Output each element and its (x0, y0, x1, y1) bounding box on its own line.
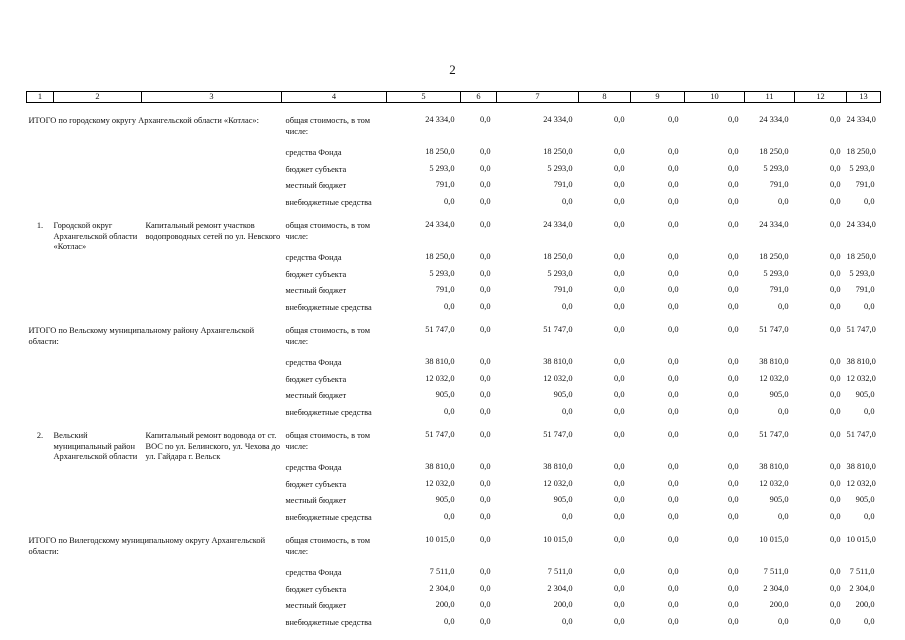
value-cell: 0,0 (614, 268, 625, 278)
funding-source-label: средства Фонда (285, 463, 342, 472)
value-cell: 0,0 (830, 147, 841, 156)
value-cell: 0,0 (830, 462, 841, 471)
value-cell: 0,0 (614, 180, 625, 189)
value-cell: 0,0 (480, 495, 491, 504)
value-cell: 0,0 (778, 616, 789, 626)
value-cell: 12 032,0 (846, 373, 876, 383)
value-cell: 0,0 (728, 390, 739, 399)
value-cell: 18 250,0 (846, 147, 876, 156)
column-number: 12 (795, 92, 847, 103)
value-cell: 24 334,0 (425, 220, 455, 229)
item-number: 2. (36, 431, 44, 440)
funding-source-label: местный бюджет (285, 181, 347, 190)
item-row (27, 220, 881, 252)
value-cell: 0,0 (614, 535, 625, 544)
value-cell: 0,0 (830, 406, 841, 416)
value-cell: 0,0 (614, 373, 625, 383)
item-row (27, 430, 881, 462)
value-cell: 38 810,0 (846, 357, 876, 366)
value-cell: 0,0 (668, 115, 679, 124)
value-cell: 38 810,0 (759, 357, 789, 366)
value-cell: 0,0 (864, 196, 875, 206)
value-cell: 0,0 (562, 406, 573, 416)
value-cell: 0,0 (614, 406, 625, 416)
value-cell: 0,0 (668, 616, 679, 626)
value-cell: 0,0 (668, 147, 679, 156)
value-cell: 0,0 (668, 430, 679, 439)
value-cell: 0,0 (864, 406, 875, 416)
value-cell: 0,0 (480, 357, 491, 366)
value-cell: 0,0 (480, 285, 491, 294)
value-cell: 0,0 (728, 430, 739, 439)
value-cell: 2 304,0 (849, 583, 875, 593)
value-cell: 0,0 (480, 163, 491, 173)
page-number: 2 (449, 62, 456, 77)
column-number: 3 (142, 92, 282, 103)
value-cell: 905,0 (769, 390, 789, 399)
value-cell: 0,0 (728, 196, 739, 206)
funding-source-label: бюджет субъекта (285, 374, 347, 384)
value-cell: 0,0 (614, 478, 625, 488)
funding-source-label: местный бюджет (285, 286, 347, 295)
value-cell: 10 015,0 (425, 535, 455, 544)
value-cell: 18 250,0 (759, 252, 789, 261)
total-row (27, 325, 881, 357)
value-cell: 0,0 (480, 535, 491, 544)
funding-source-label: бюджет субъекта (285, 584, 347, 594)
funding-table (26, 91, 881, 633)
value-cell: 0,0 (668, 478, 679, 488)
value-cell: 0,0 (728, 616, 739, 626)
total-title: ИТОГО по Вельскому муниципальному району Архангельской области: (28, 326, 255, 346)
value-cell: 51 747,0 (759, 430, 789, 439)
value-cell: 51 747,0 (543, 430, 573, 439)
value-cell: 0,0 (480, 462, 491, 471)
value-cell: 0,0 (562, 511, 573, 521)
value-cell: 0,0 (830, 285, 841, 294)
item-number: 1. (36, 221, 44, 230)
value-cell: 12 032,0 (425, 373, 455, 383)
value-cell: 0,0 (480, 325, 491, 334)
value-cell: 12 032,0 (425, 478, 455, 488)
value-cell: 0,0 (614, 301, 625, 311)
value-cell: 0,0 (668, 163, 679, 173)
value-cell: 0,0 (830, 252, 841, 261)
value-cell: 0,0 (728, 478, 739, 488)
column-number: 2 (54, 92, 142, 103)
column-number: 7 (497, 92, 579, 103)
value-cell: 0,0 (444, 511, 455, 521)
municipality-name: Городской округ Архангельской области «Котлас» (53, 221, 138, 251)
funding-source-label: общая стоимость, в том числе: (285, 326, 371, 346)
column-number-row (27, 92, 881, 103)
value-cell: 905,0 (435, 390, 455, 399)
value-cell: 0,0 (830, 583, 841, 593)
value-cell: 0,0 (668, 600, 679, 609)
total-title: ИТОГО по Вилегодскому муниципальному округу Архангельской области: (28, 536, 266, 556)
value-cell: 10 015,0 (846, 535, 876, 544)
value-cell: 0,0 (864, 511, 875, 521)
value-cell: 51 747,0 (759, 325, 789, 334)
value-cell: 0,0 (614, 462, 625, 471)
value-cell: 0,0 (480, 373, 491, 383)
value-cell: 0,0 (728, 252, 739, 261)
value-cell: 905,0 (855, 495, 875, 504)
object-name: Капитальный ремонт участков водопроводных сетей по ул. Невского (145, 221, 281, 241)
value-cell: 5 293,0 (429, 268, 455, 278)
value-cell: 0,0 (480, 301, 491, 311)
value-cell: 5 293,0 (429, 163, 455, 173)
value-cell: 791,0 (855, 285, 875, 294)
value-cell: 0,0 (668, 406, 679, 416)
municipality-name: Вельский муниципальный район Архангельской области (53, 431, 138, 461)
value-cell: 0,0 (864, 301, 875, 311)
value-cell: 18 250,0 (543, 147, 573, 156)
funding-source-label: общая стоимость, в том числе: (285, 116, 371, 136)
value-cell: 0,0 (480, 583, 491, 593)
value-cell: 0,0 (668, 390, 679, 399)
value-cell: 5 293,0 (763, 163, 789, 173)
funding-source-label: средства Фонда (285, 253, 342, 262)
value-cell: 0,0 (668, 535, 679, 544)
value-cell: 0,0 (830, 535, 841, 544)
value-cell: 0,0 (668, 567, 679, 576)
value-cell: 0,0 (480, 268, 491, 278)
value-cell: 18 250,0 (759, 147, 789, 156)
value-cell: 0,0 (728, 535, 739, 544)
value-cell: 2 304,0 (429, 583, 455, 593)
funding-source-label: внебюджетные средства (285, 512, 372, 522)
value-cell: 0,0 (444, 616, 455, 626)
value-cell: 0,0 (830, 115, 841, 124)
value-cell: 0,0 (614, 115, 625, 124)
value-cell: 24 334,0 (543, 220, 573, 229)
value-cell: 0,0 (614, 390, 625, 399)
value-cell: 0,0 (728, 357, 739, 366)
value-cell: 0,0 (830, 390, 841, 399)
funding-source-label: внебюджетные средства (285, 407, 372, 417)
value-cell: 0,0 (728, 600, 739, 609)
value-cell: 0,0 (668, 252, 679, 261)
value-cell: 0,0 (830, 325, 841, 334)
value-cell: 12 032,0 (846, 478, 876, 488)
value-cell: 0,0 (614, 430, 625, 439)
value-cell: 0,0 (668, 268, 679, 278)
value-cell: 5 293,0 (547, 163, 573, 173)
value-cell: 0,0 (614, 252, 625, 261)
value-cell: 7 511,0 (849, 567, 875, 576)
value-cell: 791,0 (769, 180, 789, 189)
value-cell: 200,0 (855, 600, 875, 609)
value-cell: 0,0 (444, 301, 455, 311)
value-cell: 0,0 (830, 511, 841, 521)
value-cell: 0,0 (830, 163, 841, 173)
value-cell: 0,0 (728, 268, 739, 278)
value-cell: 905,0 (435, 495, 455, 504)
funding-source-label: средства Фонда (285, 358, 342, 367)
value-cell: 0,0 (668, 325, 679, 334)
value-cell: 12 032,0 (759, 373, 789, 383)
value-cell: 51 747,0 (543, 325, 573, 334)
value-cell: 0,0 (614, 147, 625, 156)
value-cell: 0,0 (728, 462, 739, 471)
value-cell: 0,0 (480, 478, 491, 488)
value-cell: 0,0 (830, 220, 841, 229)
value-cell: 0,0 (728, 163, 739, 173)
value-cell: 0,0 (480, 220, 491, 229)
value-cell: 0,0 (830, 430, 841, 439)
value-cell: 38 810,0 (425, 462, 455, 471)
value-cell: 51 747,0 (425, 325, 455, 334)
value-cell: 12 032,0 (543, 373, 573, 383)
value-cell: 38 810,0 (543, 462, 573, 471)
funding-source-label: местный бюджет (285, 496, 347, 505)
value-cell: 905,0 (769, 495, 789, 504)
value-cell: 0,0 (830, 600, 841, 609)
group-separator (27, 318, 881, 325)
value-cell: 0,0 (728, 301, 739, 311)
value-cell: 0,0 (614, 616, 625, 626)
funding-source-label: внебюджетные средства (285, 197, 372, 207)
funding-source-label: внебюджетные средства (285, 302, 372, 312)
value-cell: 0,0 (668, 511, 679, 521)
value-cell: 0,0 (480, 406, 491, 416)
value-cell: 0,0 (778, 406, 789, 416)
value-cell: 200,0 (553, 600, 573, 609)
value-cell: 0,0 (830, 567, 841, 576)
value-cell: 0,0 (668, 301, 679, 311)
value-cell: 38 810,0 (846, 462, 876, 471)
funding-source-label: общая стоимость, в том числе: (285, 431, 371, 451)
value-cell: 51 747,0 (846, 325, 876, 334)
value-cell: 2 304,0 (763, 583, 789, 593)
value-cell: 7 511,0 (429, 567, 455, 576)
value-cell: 0,0 (830, 196, 841, 206)
value-cell: 791,0 (435, 285, 455, 294)
value-cell: 0,0 (728, 220, 739, 229)
value-cell: 24 334,0 (425, 115, 455, 124)
value-cell: 0,0 (444, 196, 455, 206)
value-cell: 0,0 (830, 301, 841, 311)
value-cell: 18 250,0 (425, 147, 455, 156)
value-cell: 0,0 (562, 301, 573, 311)
value-cell: 12 032,0 (759, 478, 789, 488)
value-cell: 0,0 (614, 357, 625, 366)
value-cell: 0,0 (480, 252, 491, 261)
value-cell: 7 511,0 (547, 567, 573, 576)
funding-source-label: общая стоимость, в том числе: (285, 536, 371, 556)
value-cell: 0,0 (728, 583, 739, 593)
value-cell: 0,0 (562, 616, 573, 626)
value-cell: 0,0 (668, 357, 679, 366)
value-cell: 0,0 (668, 180, 679, 189)
value-cell: 0,0 (728, 406, 739, 416)
column-number: 9 (631, 92, 685, 103)
value-cell: 791,0 (855, 180, 875, 189)
funding-source-label: общая стоимость, в том числе: (285, 221, 371, 241)
value-cell: 0,0 (480, 147, 491, 156)
value-cell: 905,0 (855, 390, 875, 399)
value-cell: 24 334,0 (543, 115, 573, 124)
value-cell: 0,0 (668, 583, 679, 593)
value-cell: 0,0 (668, 196, 679, 206)
group-separator (27, 528, 881, 535)
value-cell: 0,0 (480, 180, 491, 189)
value-cell: 791,0 (553, 180, 573, 189)
value-cell: 5 293,0 (849, 268, 875, 278)
value-cell: 51 747,0 (425, 430, 455, 439)
value-cell: 0,0 (728, 373, 739, 383)
column-number: 8 (579, 92, 631, 103)
value-cell: 0,0 (830, 616, 841, 626)
value-cell: 0,0 (614, 196, 625, 206)
value-cell: 0,0 (444, 406, 455, 416)
value-cell: 0,0 (668, 495, 679, 504)
value-cell: 200,0 (769, 600, 789, 609)
value-cell: 24 334,0 (846, 220, 876, 229)
value-cell: 38 810,0 (543, 357, 573, 366)
total-title: ИТОГО по городскому округу Архангельской области «Котлас»: (28, 116, 259, 125)
column-number: 11 (745, 92, 795, 103)
value-cell: 0,0 (728, 495, 739, 504)
column-number: 13 (847, 92, 881, 103)
value-cell: 905,0 (553, 390, 573, 399)
funding-source-label: средства Фонда (285, 148, 342, 157)
value-cell: 10 015,0 (543, 535, 573, 544)
value-cell: 18 250,0 (846, 252, 876, 261)
value-cell: 200,0 (435, 600, 455, 609)
value-cell: 0,0 (480, 115, 491, 124)
value-cell: 18 250,0 (543, 252, 573, 261)
value-cell: 0,0 (668, 373, 679, 383)
funding-source-label: внебюджетные средства (285, 617, 372, 627)
value-cell: 0,0 (480, 511, 491, 521)
column-number: 4 (282, 92, 387, 103)
value-cell: 0,0 (830, 357, 841, 366)
value-cell: 0,0 (668, 220, 679, 229)
value-cell: 18 250,0 (425, 252, 455, 261)
value-cell: 0,0 (668, 285, 679, 294)
column-number: 5 (387, 92, 461, 103)
value-cell: 5 293,0 (763, 268, 789, 278)
value-cell: 0,0 (728, 180, 739, 189)
value-cell: 24 334,0 (846, 115, 876, 124)
total-row (27, 535, 881, 567)
value-cell: 0,0 (614, 600, 625, 609)
value-cell: 5 293,0 (849, 163, 875, 173)
value-cell: 0,0 (830, 495, 841, 504)
value-cell: 7 511,0 (763, 567, 789, 576)
funding-source-label: местный бюджет (285, 391, 347, 400)
value-cell: 0,0 (728, 325, 739, 334)
group-separator (27, 423, 881, 430)
value-cell: 0,0 (614, 163, 625, 173)
value-cell: 0,0 (480, 600, 491, 609)
value-cell: 0,0 (614, 285, 625, 294)
value-cell: 0,0 (830, 268, 841, 278)
value-cell: 0,0 (614, 325, 625, 334)
value-cell: 0,0 (778, 301, 789, 311)
value-cell: 0,0 (830, 373, 841, 383)
value-cell: 791,0 (553, 285, 573, 294)
value-cell: 0,0 (614, 511, 625, 521)
column-number: 6 (461, 92, 497, 103)
value-cell: 0,0 (728, 285, 739, 294)
value-cell: 38 810,0 (425, 357, 455, 366)
value-cell: 0,0 (480, 390, 491, 399)
value-cell: 51 747,0 (846, 430, 876, 439)
column-number: 1 (27, 92, 54, 103)
object-name: Капитальный ремонт водовода от ст. ВОС по ул. Белинского, ул. Чехова до ул. Гайдара г. Вельск (145, 431, 281, 461)
value-cell: 24 334,0 (759, 115, 789, 124)
value-cell: 0,0 (480, 567, 491, 576)
value-cell: 12 032,0 (543, 478, 573, 488)
value-cell: 0,0 (728, 567, 739, 576)
value-cell: 0,0 (778, 196, 789, 206)
value-cell: 0,0 (728, 511, 739, 521)
value-cell: 0,0 (864, 616, 875, 626)
value-cell: 0,0 (728, 115, 739, 124)
value-cell: 0,0 (668, 462, 679, 471)
value-cell: 0,0 (614, 583, 625, 593)
value-cell: 791,0 (435, 180, 455, 189)
funding-source-label: бюджет субъекта (285, 269, 347, 279)
value-cell: 0,0 (830, 180, 841, 189)
value-cell: 0,0 (480, 616, 491, 626)
value-cell: 5 293,0 (547, 268, 573, 278)
value-cell: 791,0 (769, 285, 789, 294)
value-cell: 10 015,0 (759, 535, 789, 544)
total-row (27, 115, 881, 147)
value-cell: 0,0 (830, 478, 841, 488)
table-body (27, 92, 881, 634)
value-cell: 0,0 (614, 495, 625, 504)
funding-source-label: средства Фонда (285, 568, 342, 577)
funding-source-label: бюджет субъекта (285, 479, 347, 489)
value-cell: 0,0 (728, 147, 739, 156)
value-cell: 0,0 (614, 567, 625, 576)
funding-source-label: местный бюджет (285, 601, 347, 610)
value-cell: 905,0 (553, 495, 573, 504)
value-cell: 0,0 (778, 511, 789, 521)
value-cell: 0,0 (562, 196, 573, 206)
value-cell: 0,0 (480, 196, 491, 206)
value-cell: 0,0 (614, 220, 625, 229)
value-cell: 2 304,0 (547, 583, 573, 593)
value-cell: 0,0 (480, 430, 491, 439)
group-separator (27, 213, 881, 220)
value-cell: 38 810,0 (759, 462, 789, 471)
column-number: 10 (685, 92, 745, 103)
value-cell: 24 334,0 (759, 220, 789, 229)
funding-source-label: бюджет субъекта (285, 164, 347, 174)
